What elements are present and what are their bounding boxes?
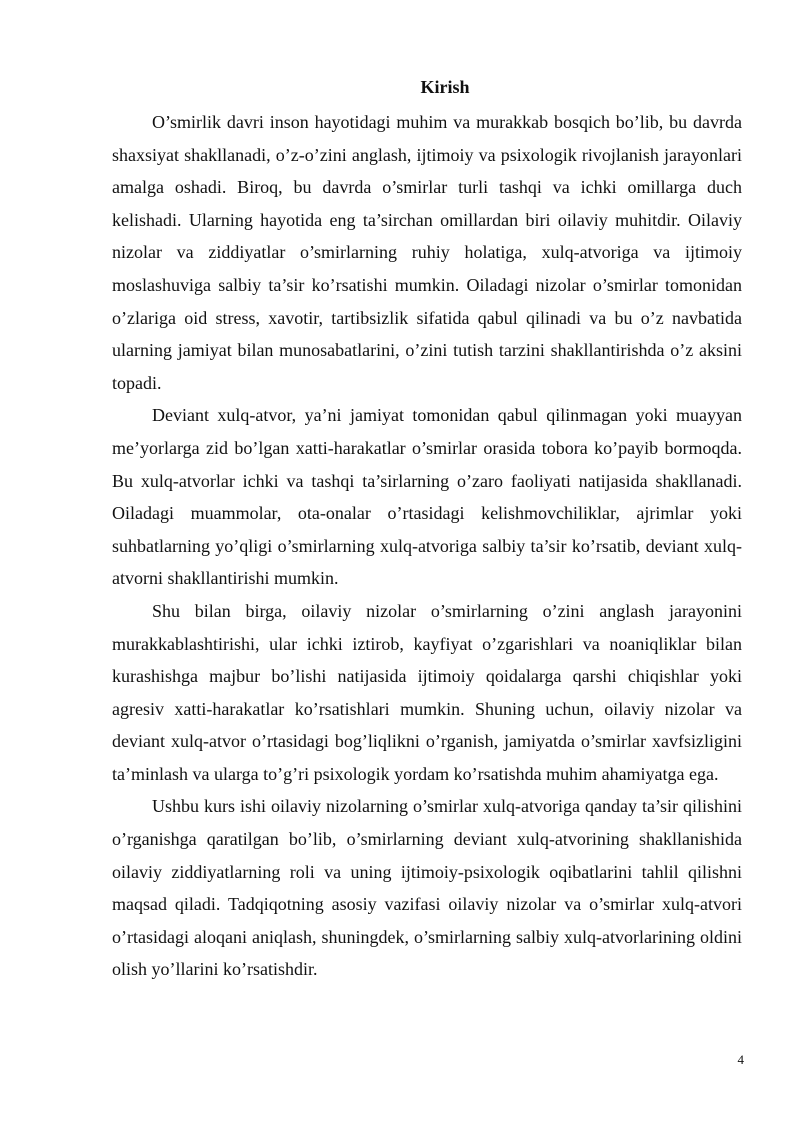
section-title: Kirish <box>420 77 470 97</box>
paragraph-3: Shu bilan birga, oilaviy nizolar o’smirlarning o’zini anglash jarayonini murakkablashtirishi, ular ichki iztirob, kayfiyat o’zgarishlari va noaniqliklar bilan kurashishga majbur bo’lishi natijasida ijtimoiy qoidalarga qarshi chiqishlar yoki agresiv xatti-harakatlar ko’rsatishlari mumkin. Shuning uchun, oilaviy nizolar va deviant xulq-atvor o’rtasidagi bog’liqlikni o’rganish, jamiyatda o’smirlar xavfsizligini ta’minlash va ularga to’g’ri psixologik yordam ko’rsatishda muhim ahamiyatga ega. <box>112 600 742 784</box>
page-number: 4 <box>737 1052 744 1067</box>
paragraph-1: O’smirlik davri inson hayotidagi muhim va murakkab bosqich bo’lib, bu davrda shaxsiyat shakllanadi, o’z-o’zini anglash, ijtimoiy va psixologik rivojlanish jarayonlari amalga oshadi. Biroq, bu davrda o’smirlar turli tashqi va ichki omillarga duch kelishadi. Ularning hayotida eng ta’sirchan omillardan biri oilaviy muhitdir. Oilaviy nizolar va ziddiyatlar o’smirlarning ruhiy holatiga, xulq-atvoriga va ijtimoiy moslashuviga salbiy ta’sir ko’rsatishi mumkin. Oiladagi nizolar o’smirlar tomonidan o’zlariga oid stress, xavotir, tartibsizlik sifatida qabul qilinadi va bu o’z navbatida ularning jamiyat bilan munosabatlarini, o’zini tutish tarzini shakllantirishda o’z aksini topadi. <box>112 112 742 393</box>
body-text <box>112 106 742 986</box>
paragraph-2: Deviant xulq-atvor, ya’ni jamiyat tomonidan qabul qilinmagan yoki muayyan me’yorlarga zid bo’lgan xatti-harakatlar o’smirlar orasida tobora ko’payib bormoqda. Bu xulq-atvorlar ichki va tashqi ta’sirlarning o’zaro faoliyati natijasida shakllanadi. Oiladagi muammolar, ota-onalar o’rtasidagi kelishmovchiliklar, ajrimlar yoki suhbatlarning yo’qligi o’smirlarning xulq-atvoriga salbiy ta’sir ko’rsatib, deviant xulq-atvorni shakllantirishi mumkin. <box>112 405 742 589</box>
paragraph-4: Ushbu kurs ishi oilaviy nizolarning o’smirlar xulq-atvoriga qanday ta’sir qilishini o’rganishga qaratilgan bo’lib, o’smirlarning deviant xulq-atvorining shakllanishida oilaviy ziddiyatlarning roli va uning ijtimoiy-psixologik oqibatlarini tahlil qilishni maqsad qiladi. Tadqiqotning asosiy vazifasi oilaviy nizolar va o’smirlar xulq-atvori o’rtasidagi aloqani aniqlash, shuningdek, o’smirlarning salbiy xulq-atvorlarining oldini olish yo’llarini ko’rsatishdir. <box>112 796 742 980</box>
